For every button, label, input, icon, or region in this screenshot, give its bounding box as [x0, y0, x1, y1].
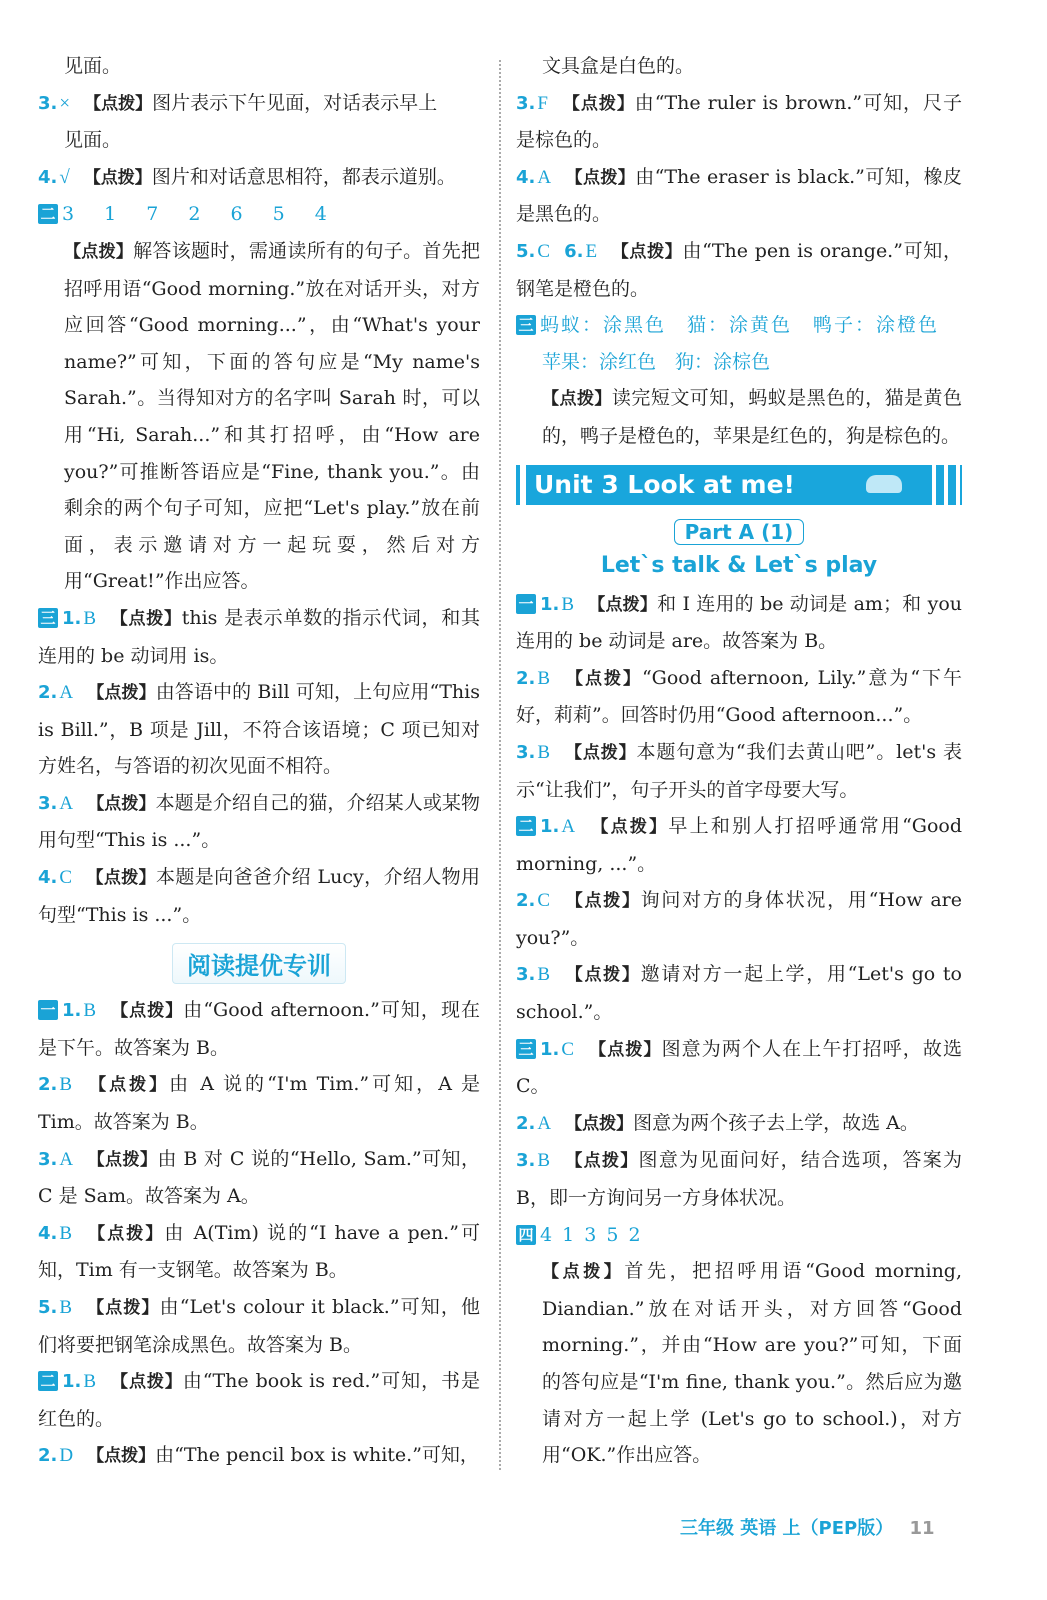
- answer-item: [516, 159, 962, 233]
- hint-tag: 【点拨】: [564, 1151, 639, 1172]
- answer-letter: F: [537, 92, 548, 114]
- hint-text: this 是表示单数的指示代词，和其连用的 be 动词用 is。: [38, 606, 480, 667]
- answer-item: [516, 956, 962, 1030]
- section-badge: 一: [516, 594, 536, 614]
- answer-item: [38, 992, 480, 1066]
- car-icon: [866, 475, 902, 493]
- left-column: [38, 48, 480, 1475]
- section-badge: 四: [516, 1225, 536, 1245]
- section-title-text: 阅读提优专训: [172, 943, 346, 984]
- question-number: 1.: [62, 1371, 82, 1393]
- question-number: 4.: [38, 1222, 58, 1244]
- answer-item: [516, 586, 962, 660]
- answer-letter: C: [59, 867, 73, 889]
- sequence-order: 蚂蚁：涂黑色 猫：涂黄色 鸭子：涂橙色: [540, 314, 940, 337]
- hint-text: “Good afternoon, Lily.”意为“下午好，莉莉”。回答时仍用“Good afternoon...”。: [516, 666, 963, 727]
- section-badge: 二: [38, 204, 58, 224]
- right-column: [516, 48, 962, 1474]
- answer-letter: B: [537, 667, 551, 689]
- hint-tag: 【点拨】: [86, 1075, 170, 1096]
- hint-text: 由答语中的 Bill 可知，上句应用“This is Bill.”，B 项是 Jill，不符合该语境；C 项已知对方姓名，与答语的初次见面不相符。: [38, 681, 480, 778]
- hint-text: 由“The pencil box is white.”可知，: [155, 1444, 479, 1467]
- banner-stripes: [932, 465, 962, 505]
- hint-tag: 【点拨】: [87, 1149, 158, 1170]
- answer-item: [516, 85, 962, 159]
- answer-item: [38, 85, 480, 123]
- hint-tag: 【点拨】: [87, 793, 156, 814]
- hint-tag: 【点拨】: [64, 241, 134, 262]
- answer-letter: A: [59, 792, 74, 814]
- hint-text: 由“Good afternoon.”可知，现在是下午。故答案为 B。: [38, 999, 481, 1059]
- answer-letter: ×: [59, 92, 71, 114]
- answer-item: [38, 1215, 480, 1289]
- text-line: 见面。: [64, 55, 122, 77]
- section-badge: 三: [38, 608, 58, 628]
- text-line: 苹果：涂红色 狗：涂棕色: [542, 350, 771, 373]
- column-divider: [499, 60, 501, 1470]
- answer-letter: C: [537, 890, 551, 912]
- answer-item: [38, 1289, 480, 1363]
- question-number: 2.: [38, 1074, 58, 1096]
- hint-tag: 【点拨】: [110, 1372, 183, 1393]
- answer-letter: B: [537, 1150, 551, 1172]
- part-subtitle: Let`s talk & Let`s play: [600, 552, 878, 578]
- answer-item: [516, 1105, 962, 1143]
- question-number: 1.: [62, 607, 82, 629]
- question-number: 5.: [38, 1297, 58, 1318]
- section-badge: 一: [38, 1000, 58, 1020]
- answer-item: [516, 1142, 962, 1216]
- hint-text: 首先，把招呼用语“Good morning, Diandian.”放在对话开头，对方回答“Good morning.”，并由“How are you?”可知，下面的答句应是“I'm fine, thank you.”。然后应为邀请对方一起上学 (Let's go to school.)，对方用“OK.”作出应答。: [542, 1260, 963, 1467]
- hint-text: 图意为两个人在上午打招呼，故选 C。: [516, 1037, 962, 1098]
- part-badge: Part A (1): [674, 519, 805, 545]
- hint-text: 图意为见面问好，结合选项，答案为 B，即一方询问另一方身体状况。: [516, 1149, 962, 1210]
- hint-text: 由“The pen is orange.”可知，钢笔是橙色的。: [516, 239, 962, 300]
- hint-text: 由“The ruler is brown.”可知，尺子是棕色的。: [516, 91, 962, 152]
- section-badge: 二: [38, 1371, 58, 1391]
- sequence-answer: [516, 1217, 962, 1254]
- answer-item: [516, 734, 962, 808]
- question-number: 1.: [62, 1000, 82, 1022]
- answer-item: [516, 660, 962, 734]
- answer-letter: B: [59, 1074, 73, 1096]
- hint-tag: 【点拨】: [588, 1039, 662, 1060]
- question-number: 5.: [516, 240, 536, 262]
- question-number: 3.: [38, 1148, 58, 1170]
- hint-text: 由“The eraser is black.”可知，橡皮是黑色的。: [516, 165, 962, 226]
- hint-text: 由“The book is red.”可知，书是红色的。: [38, 1370, 481, 1430]
- answer-letter: B: [537, 741, 551, 763]
- hint-tag: 【点拨】: [589, 817, 669, 838]
- hint-tag: 【点拨】: [87, 1446, 156, 1467]
- answer-item: [38, 1141, 480, 1215]
- answer-letter: A: [537, 166, 552, 188]
- hint-paragraph: [516, 1253, 962, 1474]
- hint-text: 图片表示下午见面，对话表示早上: [152, 91, 438, 114]
- answer-letter: B: [537, 964, 551, 986]
- answer-letter: B: [59, 1297, 73, 1318]
- question-number: 1.: [540, 593, 560, 615]
- hint-text: 询问对方的身体状况，用“How are you?”。: [516, 889, 962, 949]
- hint-text: 由“Let's colour it black.”可知，他们将要把钢笔涂成黑色。故答案为 B。: [38, 1296, 481, 1356]
- hint-tag: 【点拨】: [564, 891, 641, 912]
- answer-letter: B: [83, 1371, 97, 1393]
- answer-item: [516, 233, 962, 307]
- page-footer: [680, 1514, 935, 1540]
- hint-tag: 【点拨】: [542, 1262, 625, 1283]
- answer-letter: B: [561, 593, 575, 615]
- footer-label: 三年级 英语 上（PEP版）: [680, 1518, 894, 1539]
- hint-tag: 【点拨】: [542, 389, 612, 410]
- hint-text: 本题句意为“我们去黄山吧”。let's 表示“让我们”，句子开头的首字母要大写。: [516, 740, 962, 801]
- question-number: 4.: [38, 166, 58, 188]
- hint-text: 由 A 说的“I'm Tim.”可知，A 是 Tim。故答案为 B。: [38, 1073, 480, 1134]
- answer-letter: B: [83, 1000, 97, 1022]
- sequence-answer: [516, 307, 962, 344]
- hint-tag: 【点拨】: [110, 1001, 184, 1022]
- hint-text: 本题是向爸爸介绍 Lucy，介绍人物用句型“This is ...”。: [38, 866, 480, 926]
- hint-tag: 【点拨】: [83, 167, 152, 188]
- answer-item: [516, 882, 962, 956]
- answer-letter: B: [83, 607, 97, 629]
- question-number: 2.: [38, 682, 58, 704]
- hint-tag: 【点拨】: [564, 965, 641, 986]
- sequence-order: 4 1 3 5 2: [540, 1223, 643, 1246]
- answer-item: [38, 159, 480, 197]
- sequence-order: 3 1 7 2 6 5 4: [62, 203, 339, 226]
- hint-tag: 【点拨】: [86, 1223, 165, 1244]
- hint-tag: 【点拨】: [87, 683, 156, 704]
- section-badge: 三: [516, 1039, 536, 1059]
- answer-item: [38, 1363, 480, 1437]
- question-number: 4.: [38, 867, 58, 889]
- hint-text: 读完短文可知，蚂蚁是黑色的，猫是黄色的，鸭子是橙色的，苹果是红色的，狗是棕色的。: [542, 387, 962, 447]
- text-line: 文具盒是白色的。: [542, 55, 695, 77]
- hint-tag: 【点拨】: [86, 1298, 160, 1318]
- answer-item: [38, 785, 480, 859]
- hint-text: 早上和别人打招呼通常用“Good morning, ...”。: [516, 815, 963, 875]
- question-number: 2.: [516, 1112, 536, 1134]
- answer-letter: A: [561, 816, 576, 838]
- hint-tag: 【点拨】: [564, 668, 642, 689]
- answer-letter: A: [59, 1148, 74, 1170]
- question-number: 3.: [38, 92, 58, 114]
- answer-letter: √: [59, 166, 70, 188]
- hint-tag: 【点拨】: [561, 93, 635, 114]
- hint-tag: 【点拨】: [588, 594, 658, 615]
- hint-tag: 【点拨】: [564, 742, 637, 763]
- hint-text: 和 I 连用的 be 动词是 am；和 you 连用的 be 动词是 are。故答案为 B。: [516, 592, 963, 653]
- section-title: [38, 943, 480, 984]
- question-number: 1.: [540, 816, 560, 838]
- text-line: 见面。: [64, 129, 122, 152]
- answer-letter: C: [537, 240, 551, 262]
- answer-item: [516, 1031, 962, 1105]
- question-number: 2.: [516, 890, 536, 912]
- question-number: 3.: [516, 92, 536, 114]
- hint-text: 图片和对话意思相符，都表示道别。: [151, 165, 456, 188]
- answer-letter: E: [585, 240, 598, 262]
- question-number: 3.: [516, 1150, 536, 1172]
- hint-paragraph: [38, 233, 480, 600]
- hint-tag: 【点拨】: [565, 167, 636, 188]
- page-number: 11: [909, 1518, 935, 1539]
- hint-text: 邀请对方一起上学，用“Let's go to school.”。: [516, 963, 962, 1024]
- answer-letter: D: [59, 1445, 74, 1467]
- section-badge: 三: [516, 315, 536, 335]
- hint-paragraph: [516, 380, 962, 454]
- question-number: 1.: [540, 1038, 560, 1060]
- hint-text: 由 A(Tim) 说的“I have a pen.”可知，Tim 有一支钢笔。故答案为 B。: [38, 1221, 481, 1282]
- hint-tag: 【点拨】: [565, 1113, 634, 1134]
- part-heading: [516, 519, 962, 578]
- sequence-answer: [38, 196, 480, 233]
- answer-item: [38, 600, 480, 674]
- answer-letter: C: [561, 1038, 575, 1060]
- answer-item: [38, 674, 480, 785]
- unit-title: Unit 3 Look at me!: [534, 470, 795, 500]
- unit-banner: [516, 465, 962, 505]
- question-number: 2.: [38, 1445, 58, 1467]
- question-number: 3.: [516, 741, 536, 763]
- answer-letter: B: [59, 1222, 73, 1244]
- answer-item: [38, 859, 480, 933]
- hint-text: 由 B 对 C 说的“Hello, Sam.”可知，C 是 Sam。故答案为 A。: [38, 1147, 480, 1208]
- question-number: 3.: [38, 792, 58, 814]
- answer-item: [38, 1066, 480, 1140]
- section-badge: 二: [516, 816, 536, 836]
- question-number: 3.: [516, 964, 536, 986]
- question-number: 4.: [516, 166, 536, 188]
- hint-text: 图意为两个孩子去上学，故选 A。: [633, 1111, 919, 1134]
- answer-letter: A: [537, 1112, 552, 1134]
- hint-text: 解答该题时，需通读所有的句子。首先把招呼用语“Good morning.”放在对话开头，对方应回答“Good morning...”，由“What's your name?”可知，下面的答句应是“My name's Sarah.”。当得知对方的名字叫 Sarah 时，可以用“Hi, Sarah...”和其打招呼，由“How are you?”可推断答语应是“Fine, thank you.”。由剩余的两个句子可知，应把“Let's play.”放在前面，表示邀请对方一起玩耍，然后对方用“Great!”作出应答。: [64, 239, 480, 593]
- hint-text: 本题是介绍自己的猫，介绍某人或某物用句型“This is ...”。: [38, 791, 480, 852]
- question-number: 6.: [564, 240, 584, 262]
- question-number: 2.: [516, 667, 536, 689]
- answer-letter: A: [59, 682, 74, 704]
- hint-tag: 【点拨】: [84, 93, 153, 114]
- hint-tag: 【点拨】: [611, 241, 683, 262]
- hint-tag: 【点拨】: [110, 608, 182, 629]
- hint-tag: 【点拨】: [86, 868, 156, 889]
- answer-item: [38, 1437, 480, 1475]
- banner-bar: [516, 465, 526, 505]
- answer-item: [516, 808, 962, 882]
